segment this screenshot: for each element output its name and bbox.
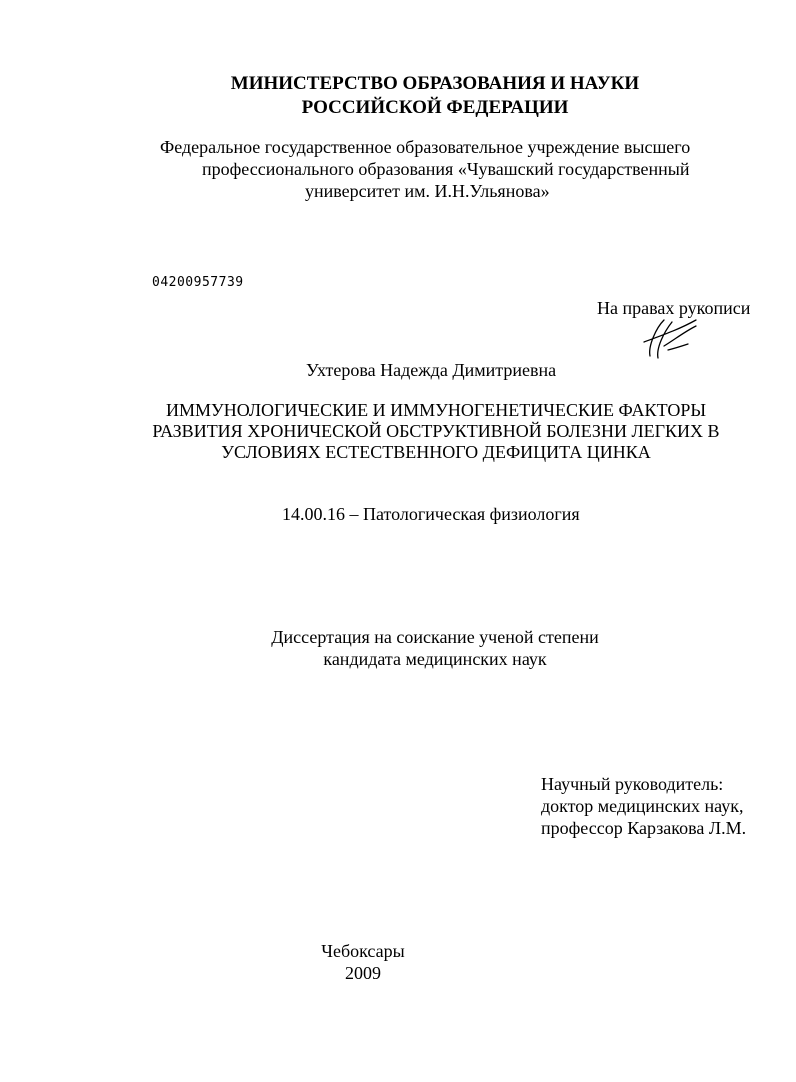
ministry-heading: [0, 72, 796, 120]
year: 2009: [345, 963, 381, 983]
adviser-line-3: профессор Карзакова Л.М.: [541, 818, 747, 838]
adviser-line-1: Научный руководитель:: [541, 774, 724, 794]
degree-block: [0, 626, 796, 670]
institution-line-3: университет им. И.Н.Ульянова»: [305, 181, 550, 201]
adviser-line-2: доктор медицинских наук,: [541, 796, 744, 816]
specialty: 14.00.16 – Патологическая физиология: [282, 504, 580, 524]
title-line-3: УСЛОВИЯХ ЕСТЕСТВЕННОГО ДЕФИЦИТА ЦИНКА: [221, 442, 651, 462]
ministry-line-1: МИНИСТЕРСТВО ОБРАЗОВАНИЯ И НАУКИ: [230, 73, 640, 94]
institution-line-2: профессионального образования «Чувашский государственный: [202, 159, 690, 179]
rights-note: На правах рукописи: [597, 298, 751, 318]
catalog-code: 04200957739: [152, 275, 244, 290]
adviser-block: [541, 773, 746, 839]
dissertation-title: [0, 400, 796, 463]
degree-line-2: кандидата медицинских наук: [323, 649, 547, 669]
title-line-1: ИММУНОЛОГИЧЕСКИЕ И ИММУНОГЕНЕТИЧЕСКИЕ ФАКТОРЫ: [165, 400, 707, 420]
signature-icon: [634, 306, 704, 364]
city: Чебоксары: [321, 941, 405, 961]
degree-line-1: Диссертация на соискание ученой степени: [271, 627, 599, 647]
author-name: Ухтерова Надежда Димитриевна: [306, 360, 557, 380]
title-line-2: РАЗВИТИЯ ХРОНИЧЕСКОЙ ОБСТРУКТИВНОЙ БОЛЕЗНИ ЛЕГКИХ В: [152, 421, 720, 441]
ministry-line-2: РОССИЙСКОЙ ФЕДЕРАЦИИ: [301, 97, 569, 118]
place-year-block: [0, 940, 726, 984]
institution-line-1: Федеральное государственное образовательное учреждение высшего: [160, 137, 691, 157]
